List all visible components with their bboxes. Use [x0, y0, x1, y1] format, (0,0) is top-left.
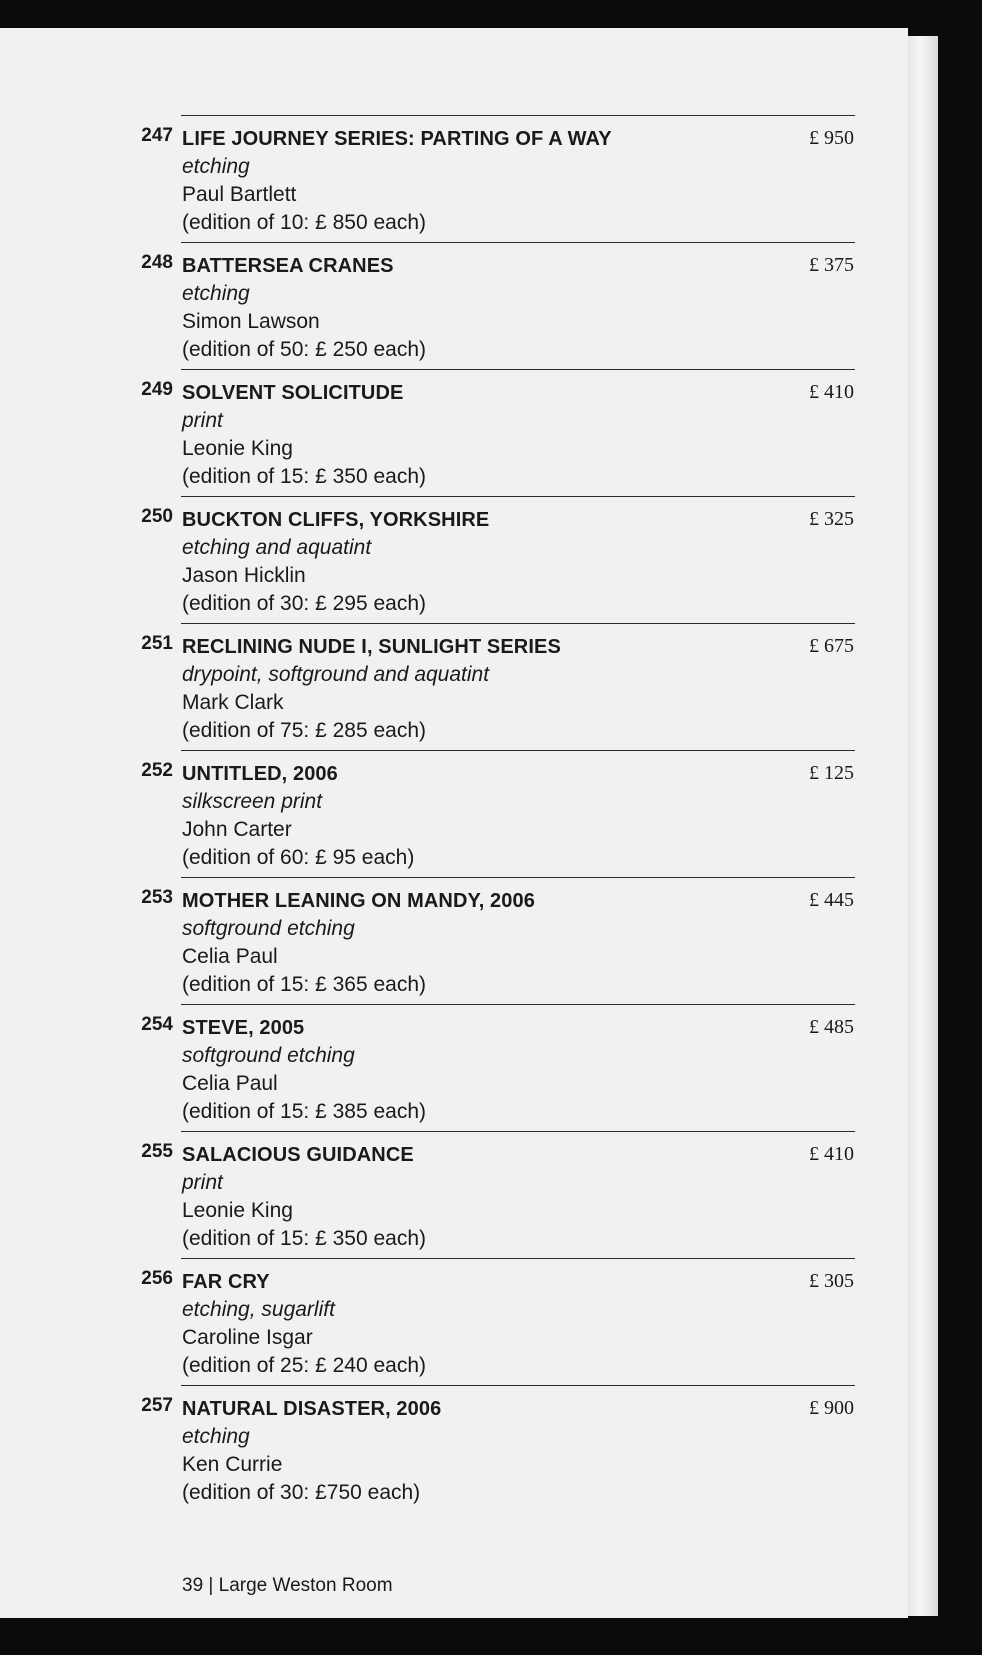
entry-artist: Leonie King [182, 437, 293, 460]
entry-number: 252 [141, 760, 173, 781]
page-footer: 39 | Large Weston Room [182, 1575, 393, 1596]
entry-price: £ 410 [809, 1143, 854, 1165]
entry-title: SALACIOUS GUIDANCE [182, 1144, 414, 1166]
entry-medium: softground etching [182, 1044, 355, 1067]
entry-number: 249 [141, 379, 173, 400]
entry-medium: silkscreen print [182, 790, 323, 813]
catalogue-entry [0, 1385, 908, 1512]
entry-divider [181, 369, 855, 370]
entry-divider [181, 115, 855, 116]
entry-number: 248 [141, 252, 173, 273]
entry-title: BATTERSEA CRANES [182, 255, 394, 277]
entry-price: £ 305 [809, 1270, 854, 1292]
catalogue-entry [0, 242, 908, 369]
entry-medium: etching [182, 155, 250, 178]
entry-medium: drypoint, softground and aquatint [182, 663, 490, 686]
entry-title: NATURAL DISASTER, 2006 [182, 1398, 442, 1420]
catalogue-entries [0, 115, 908, 1512]
entry-price: £ 375 [809, 254, 854, 276]
entry-edition: (edition of 15: £ 350 each) [182, 1227, 427, 1250]
entry-artist: Mark Clark [182, 691, 284, 714]
catalogue-entry [0, 623, 908, 750]
entry-number: 247 [141, 125, 173, 146]
entry-price: £ 445 [809, 889, 854, 911]
entry-number: 257 [141, 1395, 173, 1416]
catalogue-page [0, 28, 908, 1618]
entry-divider [181, 1131, 855, 1132]
entry-artist: Leonie King [182, 1199, 293, 1222]
entry-edition: (edition of 50: £ 250 each) [182, 338, 427, 361]
entry-medium: print [182, 409, 223, 432]
entry-price: £ 900 [809, 1397, 854, 1419]
entry-edition: (edition of 15: £ 350 each) [182, 465, 427, 488]
entry-medium: etching [182, 1425, 250, 1448]
entry-price: £ 325 [809, 508, 854, 530]
entry-medium: softground etching [182, 917, 355, 940]
entry-title: RECLINING NUDE I, SUNLIGHT SERIES [182, 636, 561, 658]
entry-divider [181, 1004, 855, 1005]
entry-divider [181, 1385, 855, 1386]
entry-price: £ 125 [809, 762, 854, 784]
entry-title: FAR CRY [182, 1271, 270, 1293]
catalogue-entry [0, 1258, 908, 1385]
entry-edition: (edition of 25: £ 240 each) [182, 1354, 427, 1377]
entry-edition: (edition of 15: £ 385 each) [182, 1100, 427, 1123]
entry-title: MOTHER LEANING ON MANDY, 2006 [182, 890, 535, 912]
entry-artist: Celia Paul [182, 945, 278, 968]
page-edge [908, 36, 938, 1616]
entry-edition: (edition of 30: £ 295 each) [182, 592, 427, 615]
entry-price: £ 950 [809, 127, 854, 149]
catalogue-entry [0, 750, 908, 877]
entry-edition: (edition of 10: £ 850 each) [182, 211, 427, 234]
entry-number: 256 [141, 1268, 173, 1289]
entry-medium: etching and aquatint [182, 536, 372, 559]
entry-number: 255 [141, 1141, 173, 1162]
entry-edition: (edition of 30: £750 each) [182, 1481, 421, 1504]
catalogue-entry [0, 1004, 908, 1131]
entry-title: UNTITLED, 2006 [182, 763, 338, 785]
entry-divider [181, 623, 855, 624]
entry-artist: Paul Bartlett [182, 183, 297, 206]
entry-divider [181, 1258, 855, 1259]
entry-number: 254 [141, 1014, 173, 1035]
entry-divider [181, 750, 855, 751]
entry-artist: Celia Paul [182, 1072, 278, 1095]
entry-number: 250 [141, 506, 173, 527]
catalogue-entry [0, 369, 908, 496]
entry-artist: John Carter [182, 818, 292, 841]
entry-divider [181, 242, 855, 243]
entry-divider [181, 877, 855, 878]
entry-price: £ 410 [809, 381, 854, 403]
entry-medium: etching [182, 282, 250, 305]
entry-edition: (edition of 60: £ 95 each) [182, 846, 415, 869]
entry-medium: etching, sugarlift [182, 1298, 335, 1321]
entry-title: BUCKTON CLIFFS, YORKSHIRE [182, 509, 490, 531]
catalogue-entry [0, 1131, 908, 1258]
entry-price: £ 485 [809, 1016, 854, 1038]
entry-artist: Caroline Isgar [182, 1326, 313, 1349]
entry-artist: Ken Currie [182, 1453, 283, 1476]
entry-number: 253 [141, 887, 173, 908]
catalogue-entry [0, 877, 908, 1004]
catalogue-entry [0, 496, 908, 623]
entry-title: STEVE, 2005 [182, 1017, 305, 1039]
entry-title: LIFE JOURNEY SERIES: PARTING OF A WAY [182, 128, 612, 150]
entry-artist: Jason Hicklin [182, 564, 306, 587]
catalogue-entry [0, 115, 908, 242]
entry-artist: Simon Lawson [182, 310, 320, 333]
entry-medium: print [182, 1171, 223, 1194]
entry-price: £ 675 [809, 635, 854, 657]
entry-divider [181, 496, 855, 497]
entry-edition: (edition of 75: £ 285 each) [182, 719, 427, 742]
entry-title: SOLVENT SOLICITUDE [182, 382, 404, 404]
entry-number: 251 [141, 633, 173, 654]
entry-edition: (edition of 15: £ 365 each) [182, 973, 427, 996]
